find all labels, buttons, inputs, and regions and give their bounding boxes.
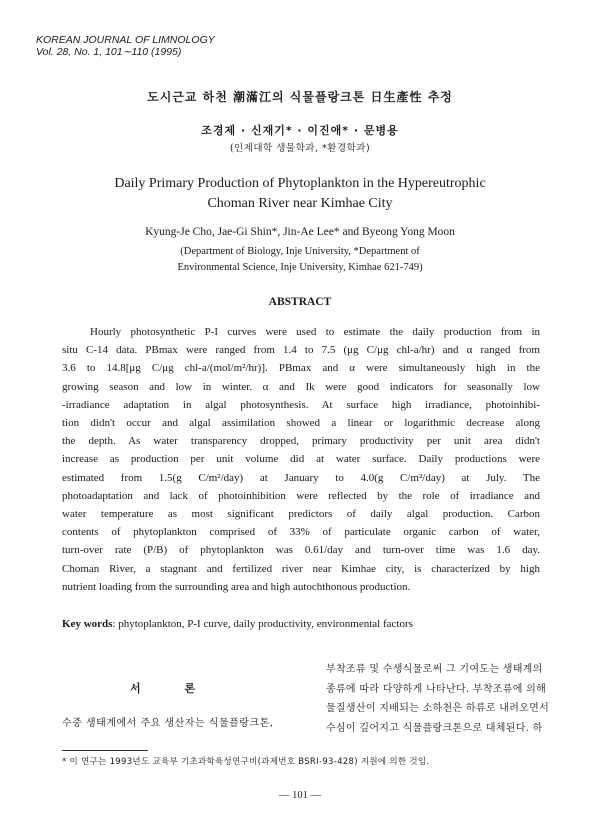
english-title-line2: Choman River near Kimhae City — [207, 196, 393, 211]
abstract-heading: ABSTRACT — [268, 296, 332, 308]
korean-title: 도시근교 하천 潮滿江의 식물플랑크톤 日生產性 추정 — [147, 90, 453, 104]
english-title — [0, 174, 600, 214]
page-number: — 101 — — [279, 790, 321, 801]
intro-left-text: 수중 생태계에서 주요 생산자는 식물플랑크톤, — [62, 718, 274, 729]
journal-name: KOREAN JOURNAL OF LIMNOLOGY — [36, 34, 215, 46]
abstract-line: the depth. As water transparency dropped, primary productivity per unit area didn't — [62, 435, 540, 448]
english-authors: Kyung-Je Cho, Jae-Gi Shin*, Jin-Ae Lee* and Byeong Yong Moon — [145, 226, 455, 238]
intro-right-line: 물질생산이 지배되는 소하천은 하류로 내려오면서 — [326, 703, 550, 714]
abstract-line: situ C-14 data. PBmax were ranged from 1.4 to 7.5 (μg C/μg chl-a/hr) and α ranged from — [62, 344, 540, 357]
journal-volume: Vol. 28, No. 1, 101∼110 (1995) — [36, 46, 182, 58]
footnote: * 이 연구는 1993년도 교육부 기초과학육성연구비(과제번호 BSRI-93-428) 지원에 의한 것임. — [62, 757, 430, 767]
abstract-line: Hourly photosynthetic P-I curves were used to estimate the daily production from in — [90, 326, 540, 338]
keywords — [62, 618, 540, 630]
intro-right-line: 수심이 깊어지고 식물플랑크톤으로 대체된다. 하 — [326, 722, 543, 734]
abstract-line: turn-over rate (P/B) of phytoplankton was 0.61/day and turn-over time was 1.6 day. — [62, 544, 540, 557]
intro-right-line: 부착조류 및 수생식물로써 그 기여도는 생태계의 — [326, 664, 543, 675]
intro-right-line: 종류에 따라 다양하게 나타난다. 부착조류에 의해 — [326, 683, 547, 695]
intro-right-column — [326, 660, 550, 738]
abstract-line: estimated from 1.5(g C/m²/day) at January to 4.0(g C/m²/day) at July. The — [62, 471, 540, 484]
english-affiliation-line2: Environmental Science, Inje University, Kimhae 621-749) — [177, 262, 423, 273]
english-affiliation-line1: (Department of Biology, Inje University, *Department of — [180, 246, 420, 257]
abstract-line: water temperature as most significant predictors of daily algal production. Carbon — [62, 508, 540, 521]
korean-authors: 조경제 · 신재기* · 이진애* · 문병용 — [201, 124, 399, 137]
english-title-line1: Daily Primary Production of Phytoplankton in the Hypereutrophic — [114, 176, 486, 191]
footnote-divider — [62, 750, 148, 751]
abstract-line: -irradiance adaptation in algal photosynthesis. At surface high irradiance, photoinhibi- — [62, 398, 540, 411]
korean-affiliation: (인제대학 생물학과, *환경학과) — [229, 143, 371, 154]
abstract-line: growing season and low in winter. α and Ik were good indicators for seasonally low — [62, 380, 540, 393]
english-affiliation — [0, 244, 600, 276]
keywords-text: : phytoplankton, P-I curve, daily productivity, environmental factors — [112, 618, 413, 630]
journal-header — [36, 34, 215, 58]
abstract-line: increase as production per unit volume did at water surface. Daily productions were — [62, 453, 540, 466]
abstract-line: tion didn't occur and algal assimilation showed a linear or logarithmic decrease along — [62, 417, 540, 430]
abstract-line: Choman River, a stagnant and fertilized river near Kimhae city, is characterized by high — [62, 562, 540, 575]
abstract-line: contents of phytoplankton comprised of 33% of particulate organic carbon of water, — [62, 526, 540, 539]
abstract-line: photoadaptation and lack of photoinhibition were reflected by the role of irradiance and — [62, 489, 540, 502]
abstract-body — [62, 323, 540, 596]
keywords-label: Key words — [62, 618, 113, 630]
abstract-line: nutrient loading from the surrounding area and high autochthonous production. — [62, 580, 411, 593]
intro-heading: 서 론 — [130, 682, 196, 695]
abstract-line: 3.6 to 14.8[μg C/μg chl-a/(mol/m²/hr)]. PBmax and α were simultaneously high in the — [62, 362, 540, 375]
